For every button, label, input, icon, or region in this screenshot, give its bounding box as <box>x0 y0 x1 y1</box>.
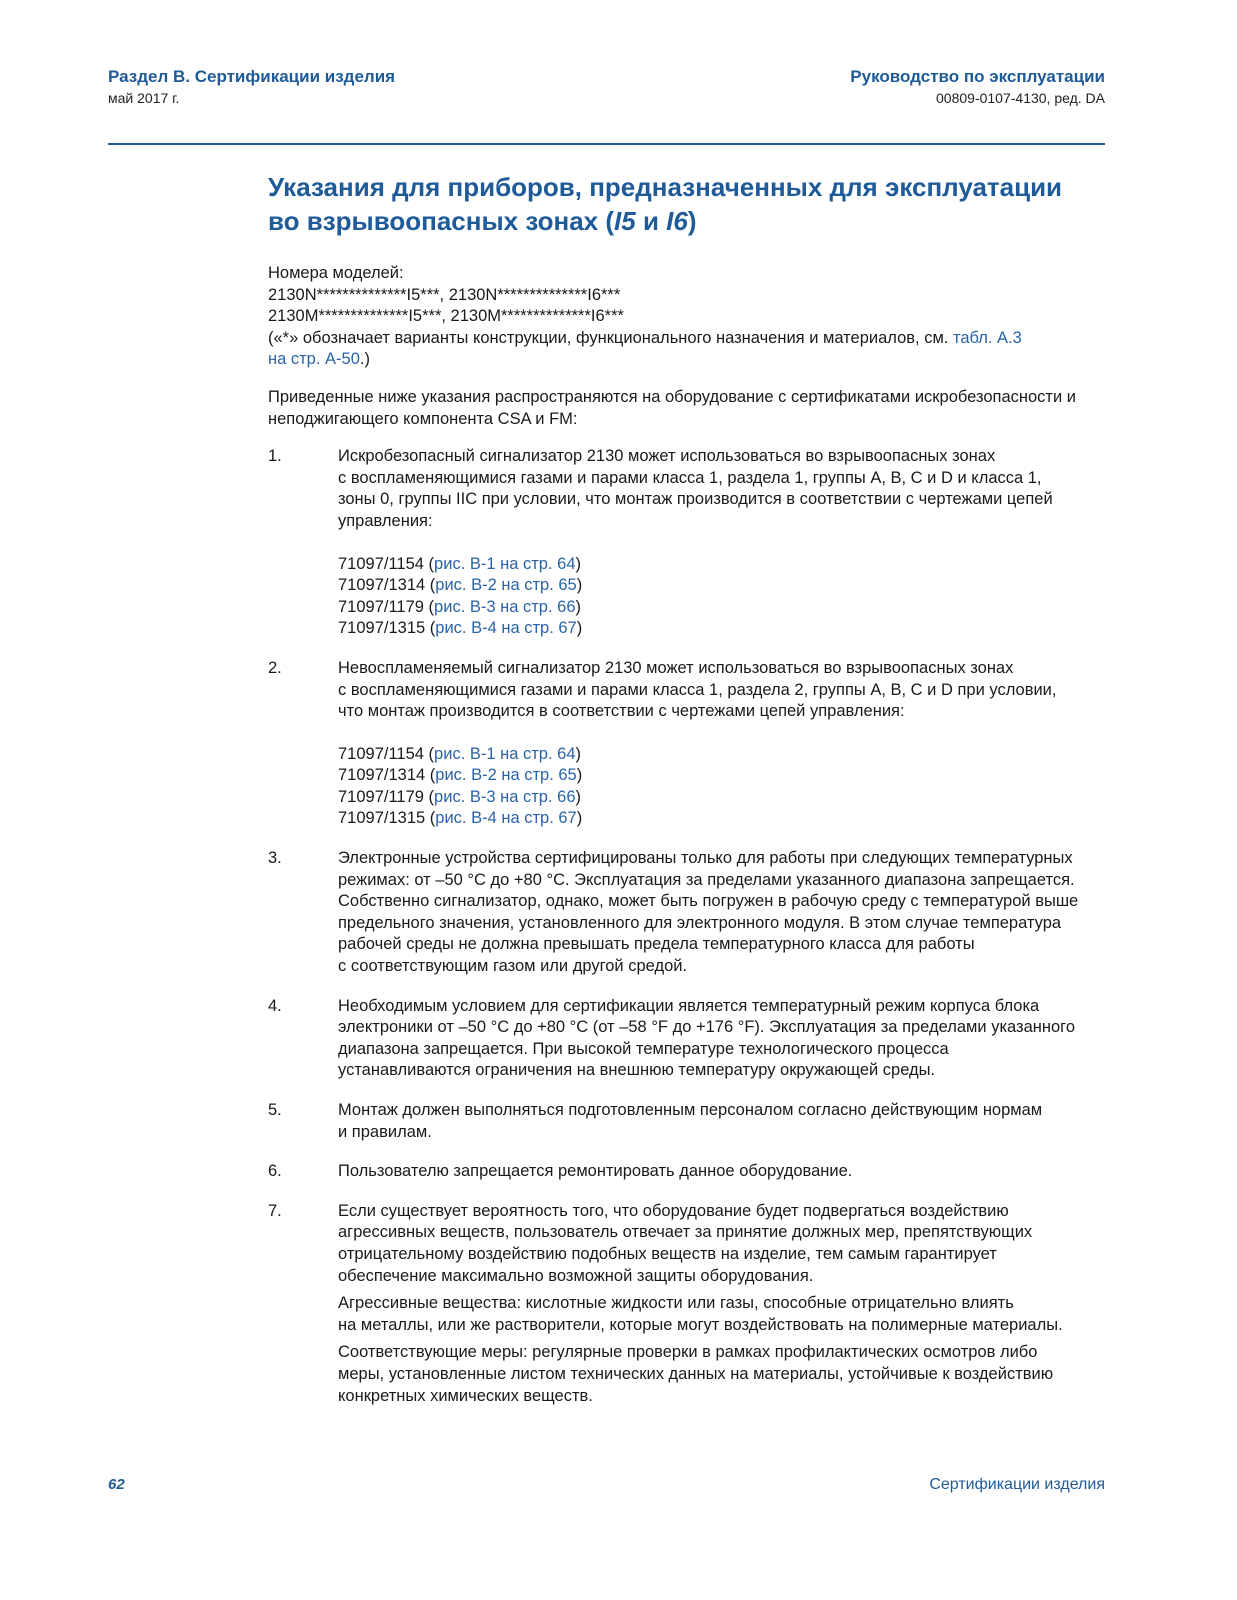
ref-close-paren: ) <box>575 597 581 616</box>
drawing-code: 71097/1314 <box>338 766 426 785</box>
ref-open-paren: ( <box>425 619 436 638</box>
aggressive-substances-note <box>338 1293 1108 1336</box>
models-note-end: .) <box>359 350 370 369</box>
list-item-number: 7. <box>268 1201 282 1220</box>
drawing-ref-row <box>338 787 1108 809</box>
list-item-number: 6. <box>268 1162 282 1181</box>
list-item <box>268 658 1108 830</box>
header-left <box>108 66 395 108</box>
list-item-body <box>338 848 1108 978</box>
list-item-line: Собственно сигнализатор, однако, может быть погружен в рабочую среду с температурой выше <box>338 892 1079 911</box>
list-item-line: что монтаж производится в соответствии с чертежами цепей управления: <box>338 702 905 721</box>
list-item-line: с воспламеняющимися газами и парами класса 1, раздела 1, группы A, B, C и D и класса 1, <box>338 468 1042 487</box>
list-item-line: отрицательному воздействию подобных веществ на изделие, тем самым гарантирует <box>338 1244 997 1263</box>
drawing-refs <box>338 554 1108 640</box>
list-item <box>268 446 1108 640</box>
list-item-line: управления: <box>338 511 433 530</box>
list-item-line: устанавливаются ограничения на внешнюю температуру окружающей среды. <box>338 1061 936 1080</box>
list-item-body <box>338 1201 1108 1407</box>
table-a3-link[interactable]: табл. A.3 <box>952 328 1022 347</box>
list-item-number: 2. <box>268 658 282 677</box>
header-divider <box>108 143 1105 145</box>
list-item <box>268 848 1108 978</box>
section-title: Раздел B. Сертификации изделия <box>108 67 396 86</box>
intro-text: Приведенные ниже указания распространяются на оборудование с сертификатами искробезопасности и неподжигающего компонента CSA и FM: <box>268 387 1076 428</box>
figure-link[interactable]: рис. B-4 на стр. 67 <box>435 619 577 638</box>
list-item <box>268 996 1108 1082</box>
list-item-line: Монтаж должен выполняться подготовленным персоналом согласно действующим нормам <box>338 1101 1043 1119</box>
figure-link[interactable]: рис. B-1 на стр. 64 <box>434 554 576 573</box>
list-item-number: 3. <box>268 849 282 868</box>
list-item-number: 4. <box>268 996 282 1015</box>
list-item-body <box>338 996 1108 1082</box>
drawing-ref-row <box>338 808 1108 830</box>
page-content <box>268 170 1108 1425</box>
note-line: Агрессивные вещества: кислотные жидкости или газы, способные отрицательно влиять <box>338 1294 1014 1313</box>
intro-paragraph <box>268 387 1098 430</box>
list-item-body <box>338 1161 1108 1183</box>
list-item-line: и правилам. <box>338 1122 432 1141</box>
drawing-code: 71097/1154 <box>338 554 424 573</box>
page-title <box>268 170 1108 238</box>
ref-close-paren: ) <box>576 619 583 638</box>
list-item <box>268 1201 1108 1407</box>
drawing-code: 71097/1314 <box>338 576 426 595</box>
figure-link[interactable]: рис. B-1 на стр. 64 <box>434 744 576 763</box>
header-right <box>850 66 1105 108</box>
title-line1: Указания для приборов, предназначенных для эксплуатации <box>268 172 1063 202</box>
figure-link[interactable]: рис. B-3 на стр. 66 <box>434 597 576 616</box>
ref-close-paren: ) <box>576 576 583 595</box>
note-line: Соответствующие меры: регулярные проверки в рамках профилактических осмотров либо <box>338 1343 1038 1362</box>
page-number: 62 <box>108 1476 125 1493</box>
models-line2: 2130M**************I5***, 2130M**************I6*** <box>268 307 624 326</box>
list-item-line: Электронные устройства сертифицированы только для работы при следующих температурных <box>338 849 1073 868</box>
ref-close-paren: ) <box>576 809 583 828</box>
manual-title: Руководство по эксплуатации <box>850 67 1105 86</box>
list-item-body <box>338 1100 1108 1143</box>
list-item-line: режимах: от –50 °C до +80 °C. Эксплуатация за пределами указанного диапазона запрещается. <box>338 870 1075 889</box>
models-block <box>268 263 1108 371</box>
title-line2-mid: и <box>635 206 667 236</box>
ref-open-paren: ( <box>425 809 436 828</box>
list-item-body <box>338 658 1108 830</box>
list-item-line: с соответствующим газом или другой средой. <box>338 957 688 976</box>
ref-close-paren: ) <box>575 744 581 763</box>
list-item-line: обеспечение максимально возможной защиты оборудования. <box>338 1266 814 1285</box>
figure-link[interactable]: рис. B-2 на стр. 65 <box>435 576 577 595</box>
ref-close-paren: ) <box>576 766 583 785</box>
list-item <box>268 1161 1108 1183</box>
drawing-ref-row <box>338 597 1108 619</box>
drawing-code: 71097/1154 <box>338 744 424 763</box>
list-item-number: 5. <box>268 1101 282 1119</box>
drawing-ref-row <box>338 575 1108 597</box>
list-item-line: диапазона запрещается. При высокой температуре технологического процесса <box>338 1039 949 1058</box>
title-i6: I6 <box>666 206 688 236</box>
list-item-body <box>338 446 1108 640</box>
figure-link[interactable]: рис. B-3 на стр. 66 <box>434 787 576 806</box>
title-line2-post: ) <box>687 206 697 236</box>
models-line1: 2130N**************I5***, 2130N**************I6*** <box>268 285 621 304</box>
drawing-ref-row <box>338 765 1108 787</box>
list-item-line: Если существует вероятность того, что оборудование будет подвергаться воздействию <box>338 1201 1009 1220</box>
ref-close-paren: ) <box>575 554 581 573</box>
drawing-code: 71097/1179 <box>338 787 424 806</box>
ref-open-paren: ( <box>423 554 435 573</box>
ref-open-paren: ( <box>423 597 435 616</box>
note-line: меры, установленные листом технических данных на материалы, устойчивые к воздействию <box>338 1364 1054 1383</box>
models-label: Номера моделей: <box>268 264 404 282</box>
list-item-line: электроники от –50 °C до +80 °C (от –58 °F до +176 °F). Эксплуатация за пределами указанного <box>338 1018 1075 1037</box>
figure-link[interactable]: рис. B-4 на стр. 67 <box>435 809 577 828</box>
note-line: на металлы, или же растворители, которые могут воздействовать на полимерные материалы. <box>338 1315 1063 1334</box>
ref-open-paren: ( <box>425 576 436 595</box>
ref-open-paren: ( <box>423 744 435 763</box>
footer-section: Сертификации изделия <box>929 1476 1105 1493</box>
doc-date: май 2017 г. <box>108 90 180 106</box>
ref-open-paren: ( <box>423 787 435 806</box>
ref-open-paren: ( <box>425 766 436 785</box>
ref-close-paren: ) <box>575 787 581 806</box>
list-item-number: 1. <box>268 447 282 466</box>
drawing-ref-row <box>338 744 1108 766</box>
instruction-list <box>268 446 1108 1407</box>
models-note <box>268 328 1108 371</box>
list-item-line: предельного значения, установленного для электронного модуля. В этом случае температура <box>338 913 1062 932</box>
doc-number: 00809-0107-4130, ред. DA <box>936 90 1105 106</box>
drawing-refs <box>338 744 1108 830</box>
drawing-code: 71097/1315 <box>338 619 426 638</box>
note-line: конкретных химических веществ. <box>338 1386 593 1405</box>
drawing-ref-row <box>338 554 1108 576</box>
list-item-line: рабочей среды не должна превышать предела температурного класса для работы <box>338 935 975 954</box>
list-item-line: зоны 0, группы IIC при условии, что монтаж производится в соответствии с чертежами цепей <box>338 490 1053 509</box>
list-item-line: агрессивных веществ, пользователь отвечает за принятие должных мер, препятствующих <box>338 1223 1033 1242</box>
list-item-line: Искробезопасный сигнализатор 2130 может использоваться во взрывоопасных зонах <box>338 447 996 466</box>
list-item-line: Невоспламеняемый сигнализатор 2130 может использоваться во взрывоопасных зонах <box>338 658 1014 677</box>
drawing-code: 71097/1179 <box>338 597 424 616</box>
figure-link[interactable]: рис. B-2 на стр. 65 <box>435 766 577 785</box>
drawing-ref-row <box>338 618 1108 640</box>
list-item-line: Необходимым условием для сертификации является температурный режим корпуса блока <box>338 996 1040 1015</box>
models-note-text: («*» обозначает варианты конструкции, функционального назначения и материалов, см. <box>268 328 953 347</box>
measures-note <box>338 1342 1108 1407</box>
list-item-line: с воспламеняющимися газами и парами класса 1, раздела 2, группы A, B, C и D при условии, <box>338 680 1057 699</box>
drawing-code: 71097/1315 <box>338 809 426 828</box>
title-i5: I5 <box>614 206 636 236</box>
title-line2-pre: во взрывоопасных зонах ( <box>268 206 615 236</box>
list-item-line: Пользователю запрещается ремонтировать данное оборудование. <box>338 1162 853 1181</box>
list-item <box>268 1100 1108 1143</box>
page-a50-link[interactable]: на стр. A-50 <box>268 350 360 369</box>
